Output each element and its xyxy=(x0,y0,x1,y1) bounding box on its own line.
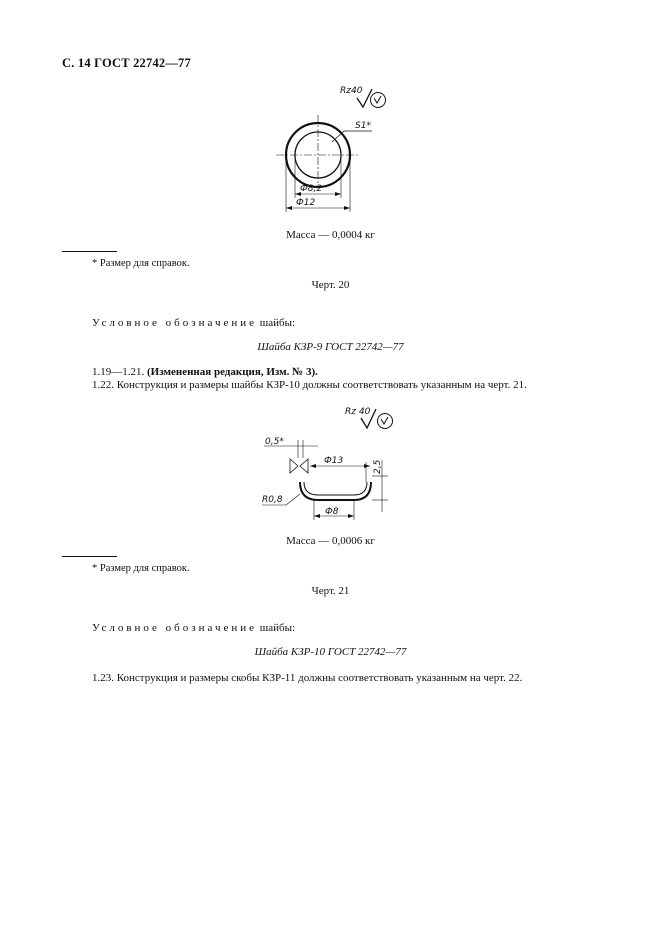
dim-8-label: Ф8 xyxy=(325,507,339,517)
washer-profile xyxy=(300,482,371,500)
designation-suffix: шайбы: xyxy=(257,317,296,329)
paragraph-119-text: (Измененная редакция, Изм. № 3). xyxy=(147,366,318,378)
inner-diameter-label: Ф8,2 xyxy=(300,184,323,194)
roughness-circle xyxy=(371,93,386,108)
designation-heading-1 xyxy=(92,317,295,329)
designation-suffix: шайбы: xyxy=(257,622,296,634)
roughness-symbol-small xyxy=(374,96,381,103)
paragraph-119-number: 1.19—1.21. xyxy=(92,366,147,378)
dim-25-label: 2,5 xyxy=(373,459,383,474)
page-header: С. 14 ГОСТ 22742—77 xyxy=(62,56,191,70)
mass-fig21: Масса — 0,0006 кг xyxy=(286,535,375,547)
designation-value-2: Шайба КЗР-10 ГОСТ 22742—77 xyxy=(254,646,407,658)
s-dimension-label: S1* xyxy=(355,121,371,131)
mass-fig20: Масса — 0,0004 кг xyxy=(286,229,375,241)
caption-fig21: Черт. 21 xyxy=(311,585,350,597)
footnote-fig20: * Размер для справок. xyxy=(92,258,190,269)
washer-drawing-fig21 xyxy=(258,400,418,525)
paragraph-123: 1.23. Конструкция и размеры скобы КЗР-11 должны соответствовать указанным на черт. 22. xyxy=(92,672,523,684)
dim-13-label: Ф13 xyxy=(324,456,344,466)
dim-r-label: R0,8 xyxy=(262,495,283,505)
paragraph-119 xyxy=(92,366,318,378)
roughness-label: Rz40 xyxy=(340,86,363,96)
designation-value-1: Шайба КЗР-9 ГОСТ 22742—77 xyxy=(257,341,404,353)
footnote-fig21: * Размер для справок. xyxy=(92,563,190,574)
caption-fig20: Черт. 20 xyxy=(311,279,350,291)
paragraph-122: 1.22. Конструкция и размеры шайбы КЗР-10 должны соответствовать указанным на черт. 21. xyxy=(92,379,527,391)
designation-heading-2 xyxy=(92,622,295,634)
designation-label: Условное обозначение xyxy=(92,317,258,329)
designation-label: Условное обозначение xyxy=(92,622,258,634)
roughness-label-21: Rz 40 xyxy=(345,407,371,417)
footnote-rule-2 xyxy=(62,556,117,557)
footnote-rule xyxy=(62,251,117,252)
washer-drawing-fig20 xyxy=(260,80,400,220)
dim-05-label: 0,5* xyxy=(265,437,284,447)
outer-diameter-label: Ф12 xyxy=(296,198,316,208)
